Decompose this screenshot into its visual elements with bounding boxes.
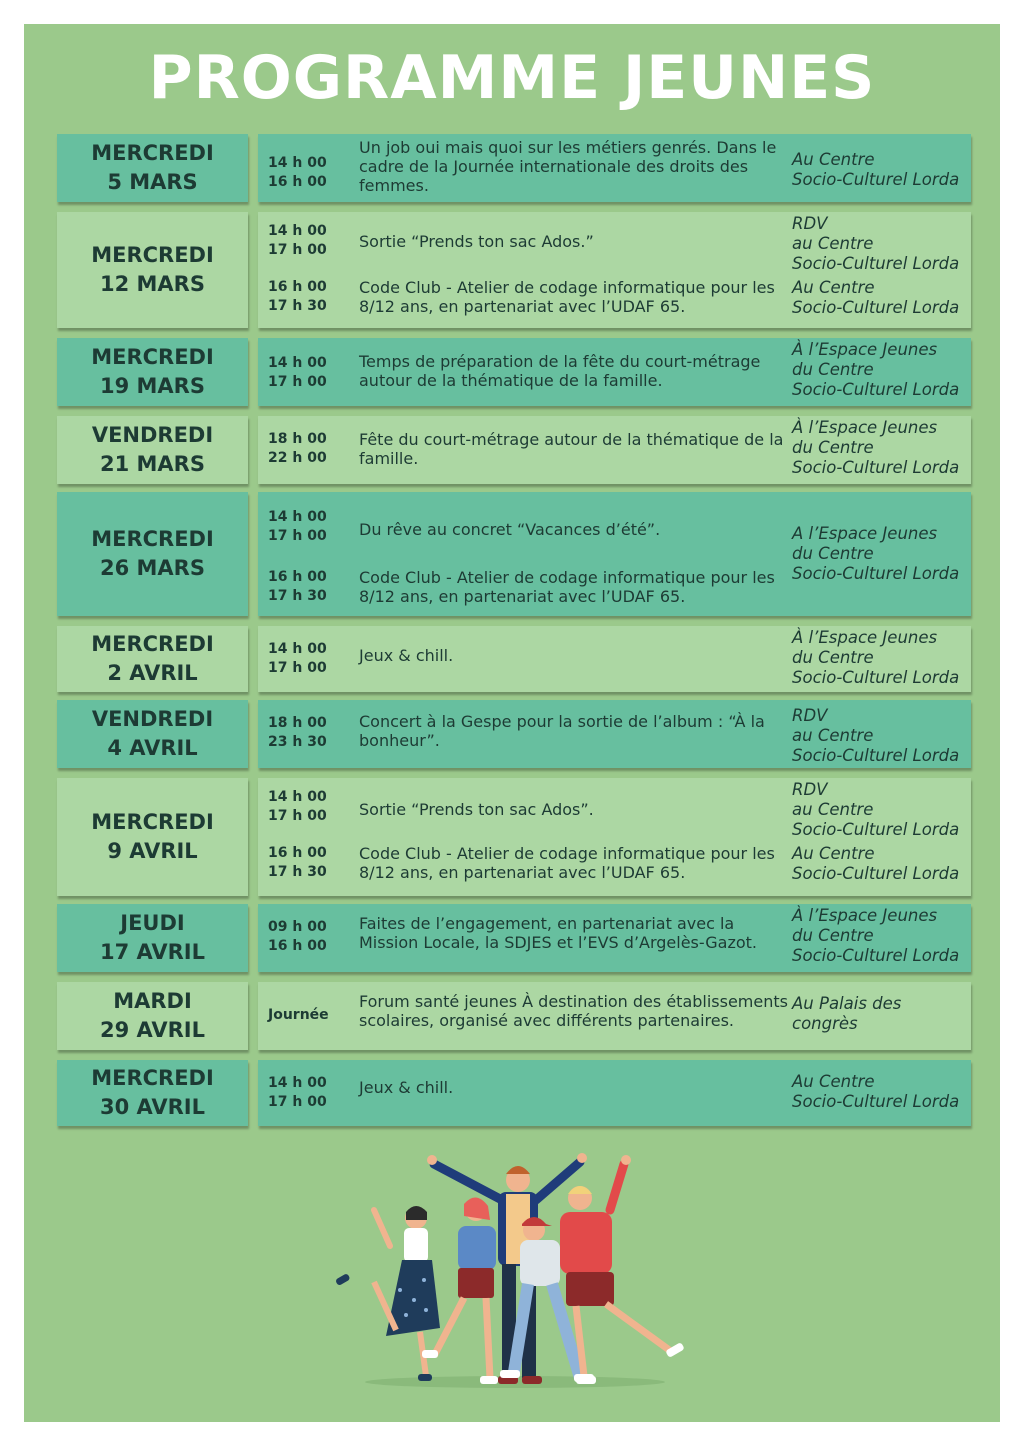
event-start-time: Journée	[268, 1007, 329, 1023]
day-date: 4 AVRIL	[107, 736, 198, 760]
event-location	[792, 150, 970, 190]
event-time	[268, 714, 348, 752]
day-date: 5 MARS	[107, 170, 198, 194]
events-cell	[258, 700, 971, 768]
event-location	[792, 214, 970, 274]
event-location-line: Socio-Culturel Lorda	[792, 170, 960, 189]
day-name: MERCREDI	[91, 1066, 214, 1090]
event-location-line: Socio-Culturel Lorda	[792, 380, 960, 399]
event-location	[792, 418, 970, 478]
event-location	[792, 1072, 970, 1112]
event-start-time: 18 h 00	[268, 715, 327, 731]
event-time	[268, 788, 348, 826]
day-name: MERCREDI	[91, 243, 214, 267]
event-start-time: 14 h 00	[268, 509, 327, 525]
event-location	[792, 780, 970, 840]
event-time	[268, 508, 348, 546]
events-cell	[258, 904, 971, 972]
schedule-row	[0, 492, 1024, 616]
event-description: Jeux & chill.	[359, 646, 454, 665]
day-name: VENDREDI	[91, 423, 214, 447]
event-description: Faites de l’engagement, en partenariat avec la Mission Locale, la SDJES et l’EVS d’Argelès-Gazot.	[359, 914, 757, 952]
event-end-time: 17 h 00	[268, 528, 327, 544]
event-time	[268, 222, 348, 260]
event-description: Forum santé jeunes À destination des établissements scolaires, organisé avec différents partenaires.	[359, 992, 788, 1030]
day-name: JEUDI	[120, 911, 185, 935]
event-location-line: Socio-Culturel Lorda	[792, 746, 960, 765]
event-location-line: Au Centre	[792, 150, 875, 169]
event-location-line: du Centre	[792, 438, 874, 457]
schedule-row	[0, 416, 1024, 484]
event-start-time: 18 h 00	[268, 431, 327, 447]
event-location	[792, 706, 970, 766]
event-location-line: À l’Espace Jeunes	[792, 418, 938, 437]
event-end-time: 17 h 00	[268, 660, 327, 676]
day-name: MARDI	[113, 989, 192, 1013]
event-time	[268, 640, 348, 678]
event-time	[268, 844, 348, 882]
event-start-time: 14 h 00	[268, 641, 327, 657]
event-time	[268, 568, 348, 606]
event-location-line: Socio-Culturel Lorda	[792, 668, 960, 687]
day-date: 12 MARS	[100, 272, 205, 296]
day-date: 26 MARS	[100, 556, 205, 580]
event-location-line: Au Centre	[792, 844, 875, 863]
event-location-line: du Centre	[792, 544, 874, 563]
event-location-line: Socio-Culturel Lorda	[792, 254, 960, 273]
day-cell	[57, 1060, 248, 1126]
event-location	[792, 340, 970, 400]
event-location	[792, 278, 970, 318]
event-location-line: RDV	[792, 780, 828, 799]
event-start-time: 16 h 00	[268, 279, 327, 295]
events-cell	[258, 626, 971, 692]
event-location-line: du Centre	[792, 926, 874, 945]
event-location-line: RDV	[792, 706, 828, 725]
schedule-row	[0, 212, 1024, 328]
event-start-time: 14 h 00	[268, 223, 327, 239]
event-location-line: Socio-Culturel Lorda	[792, 946, 960, 965]
event-location-line: À l’Espace Jeunes	[792, 906, 938, 925]
event-time	[268, 1006, 348, 1025]
event-location	[792, 628, 970, 688]
schedule-row	[0, 1060, 1024, 1126]
event-location-line: au Centre	[792, 726, 874, 745]
event-location	[792, 906, 970, 966]
event-location-line: Socio-Culturel Lorda	[792, 564, 960, 583]
events-cell	[258, 338, 971, 406]
events-cell	[258, 1060, 971, 1126]
event-description: Fête du court-métrage autour de la thématique de la famille.	[359, 430, 784, 468]
event-end-time: 16 h 00	[268, 174, 327, 190]
event-location-line: du Centre	[792, 648, 874, 667]
events-cell	[258, 416, 971, 484]
page-title: PROGRAMME JEUNES	[148, 43, 876, 113]
day-cell	[57, 212, 248, 328]
events-cell	[258, 778, 971, 896]
event-start-time: 14 h 00	[268, 155, 327, 171]
events-cell	[258, 212, 971, 328]
event-location-line: Socio-Culturel Lorda	[792, 298, 960, 317]
event-end-time: 17 h 00	[268, 374, 327, 390]
event-description: Concert à la Gespe pour la sortie de l’album : “À la bonheur”.	[359, 712, 765, 750]
schedule-row	[0, 338, 1024, 406]
schedule-row	[0, 904, 1024, 972]
day-cell	[57, 134, 248, 202]
day-cell	[57, 338, 248, 406]
event-description: Du rêve au concret “Vacances d’été”.	[359, 520, 661, 539]
schedule-row	[0, 700, 1024, 768]
event-location-line: au Centre	[792, 234, 874, 253]
event-location-line: Socio-Culturel Lorda	[792, 864, 960, 883]
event-location-line: au Centre	[792, 800, 874, 819]
event-location-line: A l’Espace Jeunes	[792, 524, 938, 543]
day-cell	[57, 626, 248, 692]
event-start-time: 09 h 00	[268, 919, 327, 935]
event-start-time: 14 h 00	[268, 355, 327, 371]
event-time	[268, 154, 348, 192]
event-end-time: 17 h 00	[268, 1094, 327, 1110]
event-end-time: 17 h 30	[268, 298, 327, 314]
event-location	[792, 844, 970, 884]
day-cell	[57, 904, 248, 972]
event-end-time: 23 h 30	[268, 734, 327, 750]
schedule-row	[0, 982, 1024, 1050]
day-name: MERCREDI	[91, 810, 214, 834]
event-location-line: Socio-Culturel Lorda	[792, 1092, 960, 1111]
event-start-time: 14 h 00	[268, 789, 327, 805]
schedule-row	[0, 626, 1024, 692]
day-name: MERCREDI	[91, 527, 214, 551]
event-description: Temps de préparation de la fête du court-métrage autour de la thématique de la famille.	[359, 352, 761, 390]
event-start-time: 14 h 00	[268, 1075, 327, 1091]
event-time	[268, 1074, 348, 1112]
event-start-time: 16 h 00	[268, 845, 327, 861]
event-description: Code Club - Atelier de codage informatique pour les 8/12 ans, en partenariat avec l’UDAF 65.	[359, 844, 775, 882]
events-cell	[258, 134, 971, 202]
event-description: Jeux & chill.	[359, 1078, 454, 1097]
event-time	[268, 430, 348, 468]
day-cell	[57, 778, 248, 896]
day-date: 2 AVRIL	[107, 661, 198, 685]
day-cell	[57, 700, 248, 768]
event-location-line: Socio-Culturel Lorda	[792, 820, 960, 839]
person-illustration	[560, 1155, 685, 1382]
event-location	[792, 524, 970, 584]
event-location-line: Au Centre	[792, 278, 875, 297]
event-location-line: du Centre	[792, 360, 874, 379]
day-name: VENDREDI	[91, 707, 214, 731]
event-description: Code Club - Atelier de codage informatique pour les 8/12 ans, en partenariat avec l’UDAF 65.	[359, 278, 775, 316]
day-name: MERCREDI	[91, 632, 214, 656]
day-date: 30 AVRIL	[100, 1095, 205, 1119]
event-location-line: congrès	[792, 1014, 858, 1033]
day-name: MERCREDI	[91, 345, 214, 369]
event-location-line: Au Centre	[792, 1072, 875, 1091]
event-time	[268, 354, 348, 392]
day-date: 17 AVRIL	[100, 940, 205, 964]
event-time	[268, 918, 348, 956]
event-end-time: 22 h 00	[268, 450, 327, 466]
event-end-time: 17 h 00	[268, 242, 327, 258]
schedule-row	[0, 134, 1024, 202]
event-description: Un job oui mais quoi sur les métiers genrés. Dans le cadre de la Journée internationale des droits des femmes.	[359, 138, 777, 195]
event-description: Code Club - Atelier de codage informatique pour les 8/12 ans, en partenariat avec l’UDAF 65.	[359, 568, 775, 606]
day-name: MERCREDI	[91, 141, 214, 165]
event-time	[268, 278, 348, 316]
event-end-time: 17 h 30	[268, 588, 327, 604]
day-cell	[57, 416, 248, 484]
event-location-line: À l’Espace Jeunes	[792, 340, 938, 359]
schedule-row	[0, 778, 1024, 896]
event-location-line: Socio-Culturel Lorda	[792, 458, 960, 477]
events-cell	[258, 492, 971, 616]
event-location	[792, 994, 970, 1034]
event-description: Sortie “Prends ton sac Ados.”	[359, 232, 594, 251]
day-date: 19 MARS	[100, 374, 205, 398]
events-cell	[258, 982, 971, 1050]
event-description: Sortie “Prends ton sac Ados”.	[359, 800, 594, 819]
day-date: 21 MARS	[100, 452, 205, 476]
day-cell	[57, 492, 248, 616]
day-cell	[57, 982, 248, 1050]
group-of-youths-illustration	[330, 1150, 700, 1390]
event-location-line: À l’Espace Jeunes	[792, 628, 938, 647]
event-start-time: 16 h 00	[268, 569, 327, 585]
event-end-time: 17 h 00	[268, 808, 327, 824]
event-location-line: RDV	[792, 214, 828, 233]
event-end-time: 17 h 30	[268, 864, 327, 880]
event-end-time: 16 h 00	[268, 938, 327, 954]
day-date: 29 AVRIL	[100, 1018, 205, 1042]
event-location-line: Au Palais des	[792, 994, 902, 1013]
day-date: 9 AVRIL	[107, 839, 198, 863]
